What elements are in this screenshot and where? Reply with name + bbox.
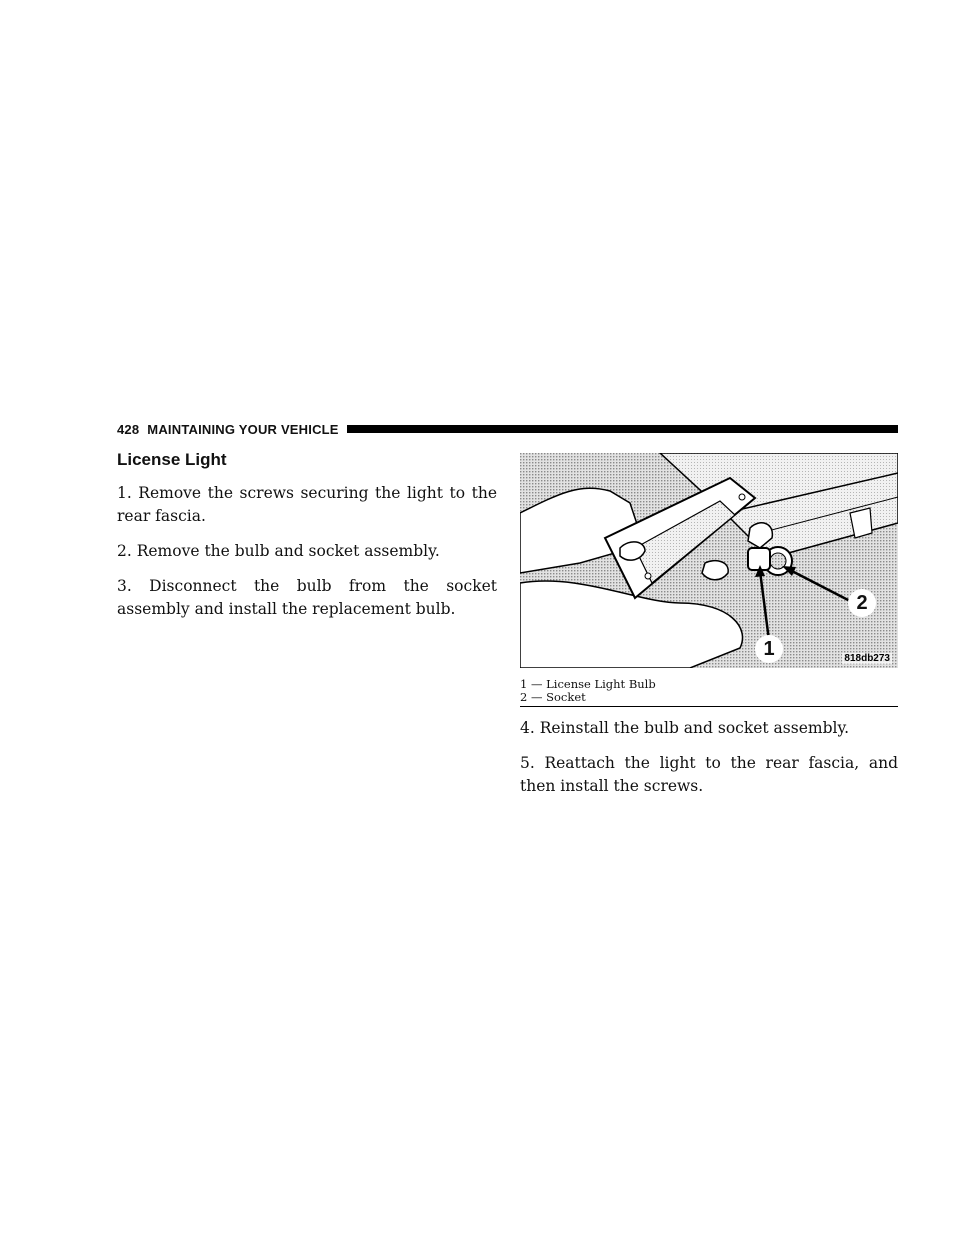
license-light-illustration: [520, 453, 898, 668]
callout-2: 2: [848, 589, 876, 617]
callout-1: 1: [755, 635, 783, 663]
step-2: 2. Remove the bulb and socket assembly.: [117, 542, 440, 560]
legend-item-1: 1 — License Light Bulb: [520, 677, 656, 691]
page-number: 428: [117, 421, 140, 437]
step-3: 3. Disconnect the bulb from the socket assembly and install the replacement bulb.: [117, 577, 497, 618]
step-4: 4. Reinstall the bulb and socket assembly.: [520, 719, 850, 737]
figure-code: 818db273: [844, 653, 890, 664]
step-1: 1. Remove the screws securing the light to the rear fascia.: [117, 484, 497, 525]
section-title: License Light: [117, 450, 227, 469]
figure-legend: [520, 678, 898, 707]
right-column: [520, 453, 898, 810]
step-5: 5. Reattach the light to the rear fascia, and then install the screws.: [520, 754, 898, 795]
page-header: [117, 420, 898, 438]
left-column: [117, 450, 497, 633]
chapter-title: MAINTAINING YOUR VEHICLE: [147, 421, 339, 437]
legend-item-2: 2 — Socket: [520, 690, 586, 704]
illustration-drawing: [520, 453, 898, 668]
header-rule: [347, 425, 898, 433]
